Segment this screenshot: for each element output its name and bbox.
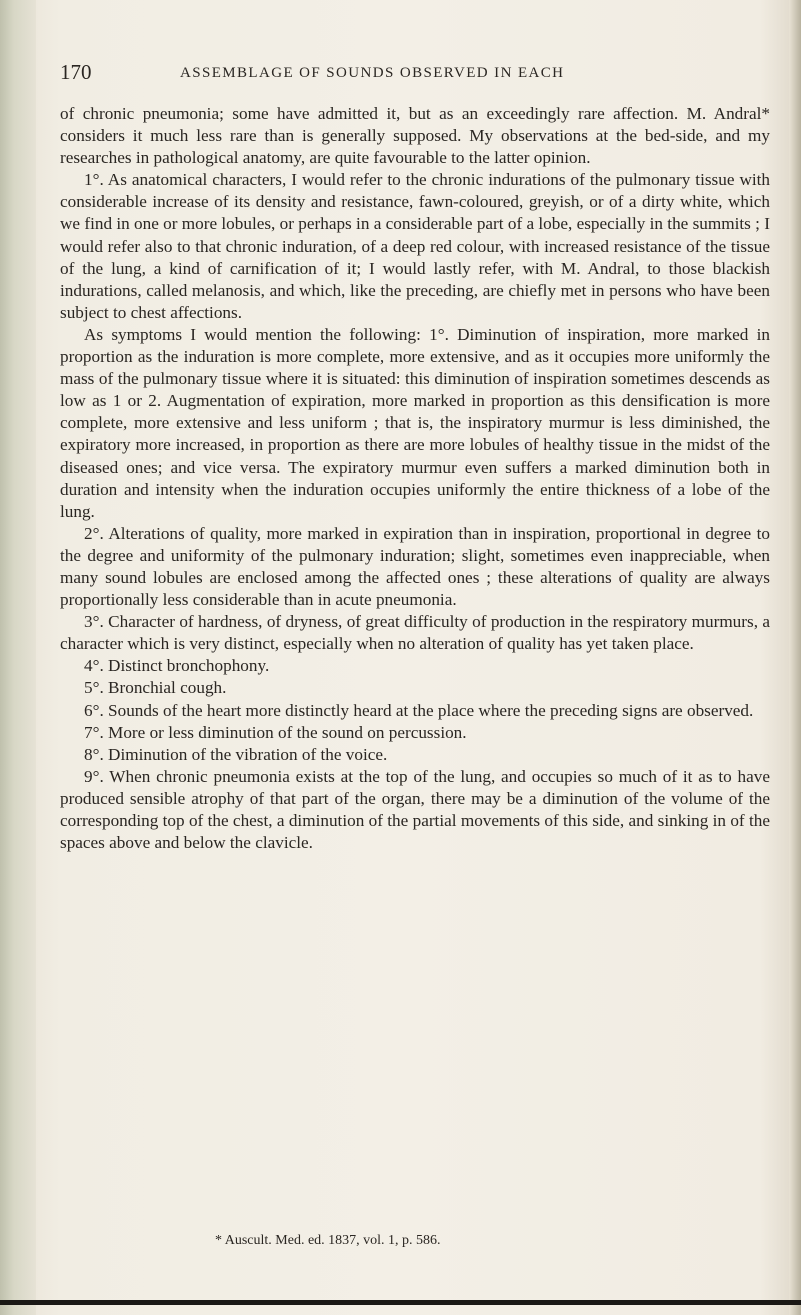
page-number: 170 bbox=[60, 60, 92, 84]
paragraph-percussion: 7°. More or less diminution of the sound on percussion. bbox=[84, 722, 467, 742]
paragraph-quality: 2°. Alterations of quality, more marked in expiration than in inspiration, proportional in degree to the degree and uniformity of the pulmonary induration; slight, sometimes even inappreciable, when many sound lobules are enclosed among the affected ones ; these alterations of quality are always proportionally less considerable than in acute pneumonia. bbox=[60, 523, 770, 610]
page-binding-shadow bbox=[0, 0, 36, 1315]
paragraph-anatomical-characters: 1°. As anatomical characters, I would refer to the chronic indurations of the pulmonary tissue with considerable increase of its density and resistance, fawn-coloured, greyish, or of a dirty white, which we find in one or more lobules, or perhaps in a considerable part of a lobe, especially in the summits ; I would refer also to that chronic induration, of a deep red colour, with increased resistance of the tissue of the lung, a kind of carnification of it; I would lastly refer, with M. Andral, to those blackish indurations, called melanosis, and which, like the preceding, are chiefly met in persons who have been subject to chest affections. bbox=[60, 170, 770, 322]
paragraph-bronchial-cough: 5°. Bronchial cough. bbox=[84, 678, 227, 698]
footnote: * Auscult. Med. ed. 1837, vol. 1, p. 586. bbox=[215, 1233, 441, 1248]
paragraph-continuation: of chronic pneumonia; some have admitted it, but as an exceedingly rare affection. M. Andral* considers it much less rare than is generally supposed. My observations at the bed-side, and my researches in pathological anatomy, are quite favourable to the latter opinion. bbox=[60, 104, 770, 168]
page-header bbox=[60, 60, 760, 88]
paragraph-symptoms: As symptoms I would mention the following: 1°. Diminution of inspiration, more marked in proportion as the induration is more complete, more extensive, and as it occupies more uniformly the mass of the pulmonary tissue where it is situated: this diminution of inspiration sometimes descends as low as 1 or 2. Augmentation of expiration, more marked in proportion as this densification is more complete, more extensive and less uniform ; that is, the inspiratory murmur is less diminished, the expiratory more increased, in proportion as there are more lobules of healthy tissue in the midst of the diseased ones; and vice versa. The expiratory murmur even suffers a marked diminution both in duration and intensity when the induration occupies uniformly the entire thickness of a lobe of the lung. bbox=[60, 324, 770, 521]
paragraph-chest-volume: 9°. When chronic pneumonia exists at the top of the lung, and occupies so much of it as to have produced sensible atrophy of that part of the organ, there may be a diminution of the volume of the corresponding top of the chest, a diminution of the partial movements of this side, and sinking in of the spaces above and below the clavicle. bbox=[60, 766, 770, 853]
paragraph-voice-vibration: 8°. Diminution of the vibration of the voice. bbox=[84, 744, 388, 764]
paragraph-bronchophony: 4°. Distinct bronchophony. bbox=[84, 656, 270, 676]
running-title: ASSEMBLAGE OF SOUNDS OBSERVED IN EACH bbox=[180, 65, 565, 81]
bottom-border bbox=[0, 1300, 801, 1305]
paragraph-hardness: 3°. Character of hardness, of dryness, of great difficulty of production in the respiratory murmurs, a character which is very distinct, especially when no alteration of quality has yet taken place. bbox=[60, 612, 770, 654]
paragraph-heart-sounds: 6°. Sounds of the heart more distinctly heard at the place where the preceding signs are observed. bbox=[84, 700, 754, 720]
page-edge-shadow bbox=[789, 0, 801, 1315]
body-text bbox=[60, 103, 770, 854]
